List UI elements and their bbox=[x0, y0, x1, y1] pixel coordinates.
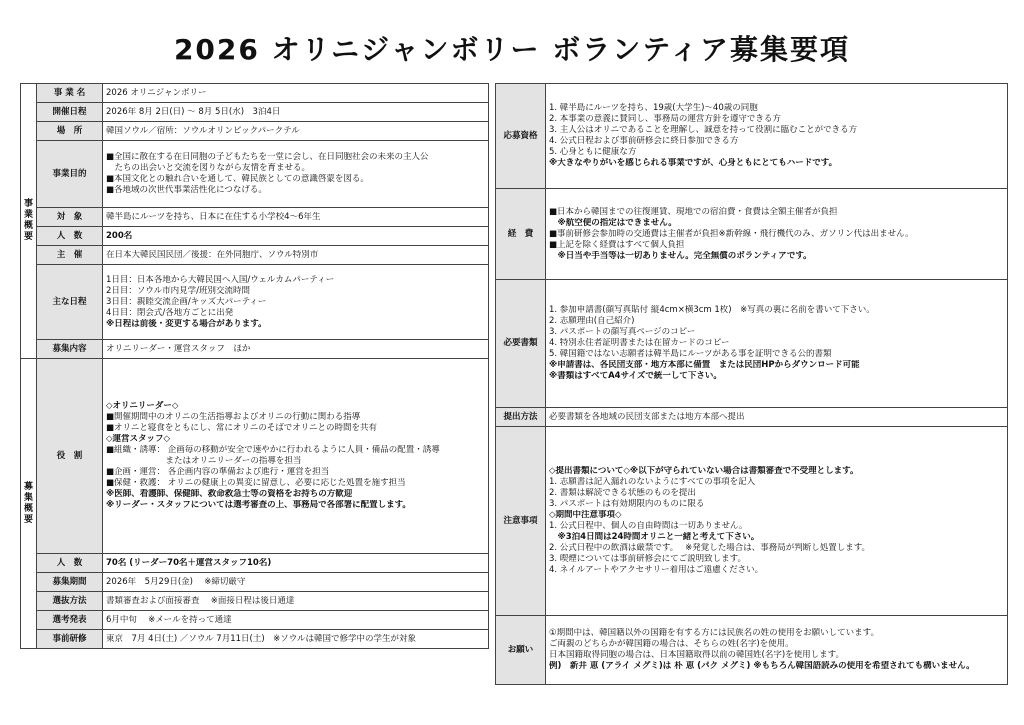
row-label: 募集期間 bbox=[37, 573, 103, 592]
row-content bbox=[103, 573, 489, 592]
row-label: 選考発表 bbox=[37, 611, 103, 630]
content-line: ◇運営スタッフ◇ bbox=[106, 434, 171, 444]
row-label: 提出方法 bbox=[496, 408, 546, 427]
row-content bbox=[103, 141, 489, 208]
content-line: ■保健・救護： オリニの健康上の異変に留意し、必要に応じた処置を施す担当 bbox=[106, 478, 406, 488]
section-label bbox=[21, 359, 37, 649]
row-content bbox=[103, 630, 489, 649]
content-line: 3日目：親睦交流企画/キッズ大パーティー bbox=[106, 296, 267, 307]
content-line: 日本国籍取得同胞の場合は、日本国籍取得以前の韓国姓(名字)を使用します。 bbox=[549, 650, 844, 660]
content-line: ■企画・運営： 各企画内容の準備および進行・運営を担当 bbox=[106, 467, 330, 477]
content-line: ①期間中は、韓国籍以外の国籍を有する方には民族名の姓の使用をお願いしています。 bbox=[549, 628, 879, 638]
table-row bbox=[496, 408, 1008, 427]
left-table bbox=[20, 83, 489, 649]
content-line: たちの出会いと交流を図りながら友情を育ませる。 bbox=[106, 163, 311, 173]
table-row bbox=[496, 84, 1008, 189]
content-line: ご両親のどちらかが韓国籍の場合は、そちらの姓(名字)を使用。 bbox=[549, 639, 794, 649]
content-line: ■事前研修会参加時の交通費は主催者が負担※新幹線・飛行機代のみ、ガソリン代は出ません。 bbox=[549, 228, 914, 239]
content-line: 例) 新井 恵 (アライ メグミ)は 朴 恵 (パク メグミ) ※もちろん韓国語読みの使用を希望されても構いません。 bbox=[549, 661, 975, 671]
content-line: 70名 (リーダー70名＋運営スタッフ10名) bbox=[106, 557, 272, 568]
table-row bbox=[21, 141, 489, 208]
content-line: 東京 7月 4日(土) ／ソウル 7月11日(土) ※ソウルは韓国で修学中の学生が対象 bbox=[106, 633, 417, 644]
table-row bbox=[21, 246, 489, 265]
section-label bbox=[21, 84, 37, 359]
content-line: ※日程は前後・変更する場合があります。 bbox=[106, 318, 267, 329]
content-line: 書類審査および面接審査 ※面接日程は後日通達 bbox=[106, 595, 295, 606]
content-line: 2日目：ソウル市内見学/班別交流時間 bbox=[106, 285, 251, 296]
row-content bbox=[546, 427, 1008, 616]
content-line: 2. 公式日程中の飲酒は厳禁です。 ※発覚した場合は、事務局が判断し処置します。 bbox=[549, 543, 871, 553]
table-row bbox=[21, 265, 489, 340]
row-label: 事 業 名 bbox=[37, 84, 103, 103]
content-line: 3. 主人公はオリニであることを理解し、誠意を持って役割に臨むことができる方 bbox=[549, 125, 858, 135]
row-label: 経 費 bbox=[496, 189, 546, 280]
content-line: 5. 心身ともに健康な方 bbox=[549, 147, 637, 157]
content-line: オリニリーダー・運営スタッフ ほか bbox=[106, 343, 251, 354]
table-row bbox=[21, 208, 489, 227]
row-content bbox=[546, 280, 1008, 408]
row-label: 人 数 bbox=[37, 227, 103, 246]
row-label: 開催日程 bbox=[37, 103, 103, 122]
content-line: ■各地域の次世代事業活性化につなげる。 bbox=[106, 185, 267, 195]
row-label: 選抜方法 bbox=[37, 592, 103, 611]
row-label: 事業目的 bbox=[37, 141, 103, 208]
table-row bbox=[21, 359, 489, 554]
row-content bbox=[103, 122, 489, 141]
content-line: ■日本から韓国までの往復運賃、現地での宿泊費・食費は全額主催者が負担 bbox=[549, 206, 838, 217]
row-content bbox=[546, 84, 1008, 189]
content-line: 200名 bbox=[106, 230, 133, 241]
table-row bbox=[496, 189, 1008, 280]
section-label-text: 募集概要 bbox=[23, 481, 33, 525]
content-line: 4. 特別永住者証明書または在留カードのコピー bbox=[549, 338, 730, 348]
table-row bbox=[21, 103, 489, 122]
row-content bbox=[546, 616, 1008, 685]
row-content bbox=[103, 84, 489, 103]
content-line: ※医師、看護師、保健師、救命救急士等の資格をお持ちの方歓迎 bbox=[106, 489, 353, 499]
row-content bbox=[103, 265, 489, 340]
row-label: お願い bbox=[496, 616, 546, 685]
content-line: 在日本大韓民国民団／後援：在外同胞庁、ソウル特別市 bbox=[106, 249, 319, 260]
content-line: 4日目：閉会式/各地方ごとに出発 bbox=[106, 307, 234, 318]
content-line: 必要書類を各地域の民団支部または地方本部へ提出 bbox=[549, 411, 745, 422]
content-line: 1. 韓半島にルーツを持ち、19歳(大学生)〜40歳の同胞 bbox=[549, 103, 758, 113]
row-content bbox=[103, 246, 489, 265]
table-row bbox=[21, 611, 489, 630]
row-label: 注意事項 bbox=[496, 427, 546, 616]
content-line: 3. 喫煙については事前研修会にてご説明致します。 bbox=[549, 554, 746, 564]
content-line: 韓国ソウル／宿所：ソウルオリンピックパークテル bbox=[106, 125, 300, 136]
table-row bbox=[21, 122, 489, 141]
content-line: ※日当や手当等は一切ありません。完全無償のボランティアです。 bbox=[549, 250, 812, 261]
row-content bbox=[546, 408, 1008, 427]
content-line: 1日目：日本各地から大韓民国へ入国/ウェルカムパーティー bbox=[106, 274, 335, 285]
row-content bbox=[103, 592, 489, 611]
content-line: ※3泊4日間は24時間オリニと一緒と考えて下さい。 bbox=[549, 532, 760, 542]
content-line: ◇オリニリーダー◇ bbox=[106, 401, 179, 411]
content-line: 韓半島にルーツを持ち、日本に在住する小学校4〜6年生 bbox=[106, 211, 321, 222]
page-title: 2026 オリニジャンボリー ボランティア募集要項 bbox=[173, 33, 851, 66]
content-line: 2. 本事業の意義に賛同し、事務局の運営方針を遵守できる方 bbox=[549, 114, 781, 124]
content-line: 2. 志願理由(自己紹介) bbox=[549, 316, 635, 326]
content-line: ◇提出書類について◇※以下が守られていない場合は書類審査で不受理とします。 bbox=[549, 466, 859, 476]
right-table bbox=[495, 83, 1008, 685]
content-line: 3. パスポートは有効期限内のものに限る bbox=[549, 499, 705, 509]
row-content bbox=[103, 611, 489, 630]
table-row bbox=[21, 592, 489, 611]
row-content bbox=[103, 554, 489, 573]
content-line: ※書類はすべてA4サイズで統一して下さい。 bbox=[549, 371, 722, 381]
row-content bbox=[103, 103, 489, 122]
row-content bbox=[103, 359, 489, 554]
content-line: ■開催期間中のオリニの生活指導およびオリニの行動に関わる指導 bbox=[106, 412, 361, 422]
content-line: 4. ネイルアートやアクセサリー着用はご遠慮ください。 bbox=[549, 565, 764, 575]
row-label: 事前研修 bbox=[37, 630, 103, 649]
content-line: ※大きなやりがいを感じられる事業ですが、心身ともにとてもハードです。 bbox=[549, 158, 838, 168]
content-line: ■全国に散在する在日同胞の子どもたちを一堂に会し、在日同胞社会の未来の主人公 bbox=[106, 152, 429, 162]
content-line: 6月中旬 ※メールを持って通達 bbox=[106, 614, 232, 625]
section-label-text: 事業概要 bbox=[23, 199, 33, 242]
row-label: 人 数 bbox=[37, 554, 103, 573]
table-row bbox=[21, 554, 489, 573]
table-row bbox=[21, 573, 489, 592]
content-line: ※リーダー・スタッフについては選考審査の上、事務局で各部署に配置します。 bbox=[106, 500, 411, 510]
content-line: ※航空便の指定はできません。 bbox=[549, 217, 677, 228]
row-label: 応募資格 bbox=[496, 84, 546, 189]
content-line: 2026年 5月29日(金) ※締切厳守 bbox=[106, 576, 246, 587]
table-row bbox=[496, 280, 1008, 408]
content-line: ■上記を除く経費はすべて個人負担 bbox=[549, 239, 685, 250]
row-content bbox=[103, 227, 489, 246]
content-line: 1. 参加申請書(顔写真貼付 縦4cm×横3cm 1枚) ※写真の裏に名前を書いて下さい。 bbox=[549, 305, 875, 315]
content-line: ■本国文化との触れ合いを通して、韓民族としての意識啓蒙を図る。 bbox=[106, 174, 369, 184]
content-line: 2. 書類は解読できる状態のものを提出 bbox=[549, 488, 696, 498]
table-row bbox=[496, 427, 1008, 616]
content-line: 4. 公式日程および事前研修会に終日参加できる方 bbox=[549, 136, 739, 146]
content-line: 1. 志願書は記入漏れのないようにすべての事項を記入 bbox=[549, 477, 756, 487]
table-row bbox=[21, 227, 489, 246]
table-row bbox=[21, 340, 489, 359]
row-label: 主な日程 bbox=[37, 265, 103, 340]
content-line: 1. 公式日程中、個人の自由時間は一切ありません。 bbox=[549, 521, 748, 531]
content-line: 3. パスポートの顔写真ページのコピー bbox=[549, 327, 696, 337]
row-label: 募集内容 bbox=[37, 340, 103, 359]
row-content bbox=[546, 189, 1008, 280]
row-label: 場 所 bbox=[37, 122, 103, 141]
content-line: 2026 オリニジャンボリー bbox=[106, 87, 207, 98]
table-row bbox=[21, 84, 489, 103]
content-line: ■オリニと寝食をともにし、常にオリニのそばでオリニとの時間を共有 bbox=[106, 423, 378, 433]
content-line: 5. 韓国籍ではない志願者は韓半島にルーツがある事を証明できる公的書類 bbox=[549, 349, 832, 359]
row-label: 必要書類 bbox=[496, 280, 546, 408]
content-line: ◇期間中注意事項◇ bbox=[549, 510, 622, 520]
table-row bbox=[21, 630, 489, 649]
table-row bbox=[496, 616, 1008, 685]
content-line: ■組織・誘導： 企画毎の移動が安全で速やかに行われるように人員・備品の配置・誘導 bbox=[106, 445, 440, 455]
row-label: 対 象 bbox=[37, 208, 103, 227]
content-line: 2026年 8月 2日(日) 〜 8月 5日(水) 3泊4日 bbox=[106, 106, 281, 117]
row-label: 主 催 bbox=[37, 246, 103, 265]
row-content bbox=[103, 208, 489, 227]
row-label: 役 割 bbox=[37, 359, 103, 554]
content-line: またはオリニリーダーの指導を担当 bbox=[106, 456, 302, 466]
row-content bbox=[103, 340, 489, 359]
content-line: ※申請書は、各民団支部・地方本部に備置 または民団HPからダウンロード可能 bbox=[549, 360, 860, 370]
